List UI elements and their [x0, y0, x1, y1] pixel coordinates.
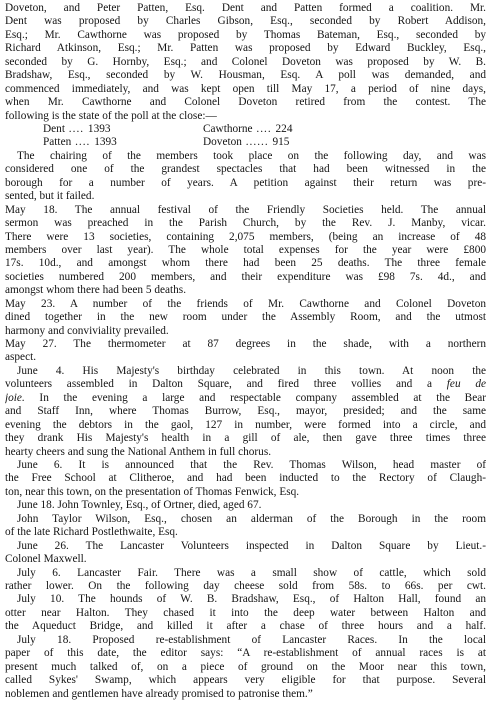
text-run: May 18. The annual festival of the Friendly Societies held. The annual: [5, 203, 486, 216]
text-run: Richard Atkinson, Esq.; Mr. Patten was proposed by Edward Buckley, Esq.,: [5, 42, 486, 55]
text-line: [5, 42, 486, 55]
text-line: [5, 244, 486, 257]
text-run: they drank His Majesty's health in a gill of ale, then gave three times three: [5, 432, 486, 445]
text-run: Dent was proposed by Charles Gibson, Esq., seconded by Robert Addison,: [5, 15, 486, 28]
candidate-left: [43, 123, 133, 136]
poll-row: [5, 123, 486, 136]
candidate-right: [133, 123, 315, 136]
text-line: [5, 620, 486, 633]
candidate-name: Dent: [43, 122, 65, 135]
text-line: [5, 298, 486, 311]
text-line: [5, 190, 486, 203]
text-run: In the evening a large and respectable company assembled at the Bear: [24, 391, 486, 404]
text-run: aspect.: [5, 351, 37, 364]
text-run: Doveton, and Peter Patten, Esq. Dent and Patten formed a coalition. Mr.: [5, 2, 486, 14]
text-run: There were 13 societies, containing 2,075 members, (being an increase of 48: [5, 230, 486, 243]
text-line: [5, 110, 486, 123]
candidate-name: Cawthorne: [203, 122, 253, 135]
text-run: considered one of the grandest spectacles that had been witnessed in the: [5, 163, 486, 176]
vote-count: 915: [272, 136, 290, 149]
text-line: [5, 526, 486, 539]
text-line: [5, 284, 486, 297]
text-run: Colonel Maxwell.: [5, 553, 87, 566]
text-line: [5, 365, 486, 378]
poll-row: [5, 136, 486, 149]
text-run: sermon was preached in the Parish Church, by the Rev. J. Manby, vicar.: [5, 217, 486, 230]
text-line: [5, 217, 486, 230]
text-line: [5, 325, 486, 338]
leader-dots: ....: [64, 122, 88, 135]
text-run: harmony and conviviality prevailed.: [5, 324, 169, 337]
italic-phrase: joie.: [5, 391, 25, 404]
text-line: [5, 231, 486, 244]
text-run: paper of this date, the editor says: “A re-establishment of annual races is at: [5, 647, 486, 660]
text-line: [5, 688, 486, 701]
text-run: borough for a number of years. A petition against their return was pre-: [5, 176, 486, 189]
text-run: July 18. Proposed re-establishment of Lancaster Races. In the local: [17, 633, 486, 646]
poll-results-table: [5, 123, 486, 150]
candidate-left: [43, 136, 133, 149]
text-run: hearty cheers and sung the National Anthem in full chorus.: [5, 445, 272, 458]
text-run: July 10. The hounds of W. B. Bradshaw, Esq., of Halton Hall, found an: [17, 593, 486, 606]
text-run: John Taylor Wilson, Esq., chosen an alderman of the Borough in the room: [17, 512, 486, 525]
text-line: [5, 29, 486, 42]
text-line: [5, 472, 486, 485]
text-line: [5, 486, 486, 499]
text-line: [5, 553, 486, 566]
text-run: members over last year). The whole total expenses for the year were £800: [5, 243, 486, 256]
leader-dots: ....: [71, 136, 95, 149]
text-run: Esq.; Mr. Cawthorne was proposed by Thomas Bateman, Esq., seconded by: [5, 28, 486, 41]
text-run: The chairing of the members took place on the following day, and was: [17, 149, 486, 162]
text-line: [5, 56, 486, 69]
text-run: seconded by G. Hornby, Esq.; and Colonel Doveton was proposed by W. B.: [5, 55, 486, 68]
text-run: present much talked of, on a piece of ground on the Moor near this town,: [5, 660, 486, 673]
text-line: [5, 513, 486, 526]
text-line: [5, 392, 486, 405]
text-run: May 27. The thermometer at 87 degrees in the shade, with a northern: [5, 338, 486, 351]
text-run: noblemen and gentlemen have already promised to patronise them.”: [5, 687, 313, 700]
text-line: [5, 69, 486, 82]
text-line: [5, 96, 486, 109]
text-run: called Sykes' Swamp, which appears very eligible for that purpose. Several: [5, 674, 486, 687]
text-line: [5, 177, 486, 190]
italic-phrase: feu de: [446, 378, 486, 391]
text-line: [5, 432, 486, 445]
text-run: when Mr. Cawthorne and Colonel Doveton retired from the contest. The: [5, 96, 486, 109]
candidate-right: [133, 136, 315, 149]
text-line: [5, 338, 486, 351]
text-line: [5, 607, 486, 620]
text-line: [5, 540, 486, 553]
text-run: 17s. 10d., and amongst whom there had been 25 deaths. The three female: [5, 257, 486, 270]
text-run: and Staff Inn, where Thomas Burrow, Esq., mayor, presided; and the same: [5, 405, 486, 418]
text-run: societies numbered 200 members, and their expenditure was £98 7s. 4d., and: [5, 270, 486, 283]
text-run: June 6. It is announced that the Rev. Thomas Wilson, head master of: [17, 459, 486, 471]
text-line: [5, 204, 486, 217]
text-line: [5, 499, 486, 512]
text-line: [5, 150, 486, 163]
text-run: commenced immediately, and was kept open till May 17, a period of nine days,: [5, 82, 486, 95]
text-run: June 4. His Majesty's birthday celebrated in this town. At noon the: [17, 364, 486, 377]
text-line: [5, 593, 486, 606]
text-run: ton, near this town, on the presentation of Thomas Fenwick, Esq.: [5, 485, 300, 498]
text-line: [5, 163, 486, 176]
text-line: [5, 2, 486, 15]
text-line: [5, 378, 486, 391]
text-run: volunteers assembled in Dalton Square, and fired three vollies and a: [5, 378, 433, 391]
text-line: [5, 446, 486, 459]
text-line: [5, 405, 486, 418]
text-run: amongst whom there had been 5 deaths.: [5, 284, 187, 297]
text-line: [5, 257, 486, 270]
text-line: [5, 311, 486, 324]
text-line: [5, 459, 486, 472]
text-run: rather lower. On the following day cheese sold from 58s. to 66s. per cwt.: [5, 580, 486, 592]
text-line: [5, 674, 486, 687]
text-line: [5, 419, 486, 432]
text-run: June 18. John Townley, Esq., of Ortner, died, aged 67.: [17, 499, 262, 512]
vote-count: 1393: [94, 136, 117, 149]
text-run: the Free School at Clitheroe, and had been inducted to the Rectory of Claugh-: [5, 472, 486, 485]
candidate-name: Doveton: [203, 136, 242, 149]
text-line: [5, 271, 486, 284]
text-line: [5, 661, 486, 674]
vote-count: 1393: [87, 122, 111, 135]
text-run: May 23. A number of the friends of Mr. Cawthorne and Colonel Doveton: [5, 297, 486, 310]
text-run: following is the state of the poll at the close:—: [5, 109, 217, 122]
text-line: [5, 15, 486, 28]
text-line: [5, 83, 486, 96]
text-line: [5, 647, 486, 660]
vote-count: 224: [275, 122, 293, 135]
text-run: evening the debtors in the gaol, 127 in number, were formed into a circle, and: [5, 418, 486, 431]
text-run: dined together in the new room under the Assembly Room, and the utmost: [5, 311, 486, 324]
text-line: [5, 580, 486, 593]
text-line: [5, 567, 486, 580]
text-run: Bradshaw, Esq., seconded by W. Housman, Esq. A poll was demanded, and: [5, 69, 486, 82]
text-run: otter near Halton. They chased it into the deep water between Halton and: [5, 606, 486, 619]
text-run: July 6. Lancaster Fair. There was a small show of cattle, which sold: [17, 566, 486, 579]
text-run: sented, but it failed.: [5, 190, 95, 203]
text-run: the Aqueduct Bridge, and killed it after a chase of three hours and a half.: [5, 620, 486, 633]
text-line: [5, 634, 486, 647]
text-run: June 26. The Lancaster Volunteers inspected in Dalton Square by Lieut.-: [17, 539, 486, 552]
leader-dots: ....: [252, 122, 276, 135]
chronicle-entries: [5, 150, 486, 701]
candidate-name: Patten: [43, 136, 72, 149]
election-paragraph: [5, 2, 486, 123]
leader-dots: ......: [241, 136, 273, 149]
text-line: [5, 351, 486, 364]
text-run: of the late Richard Postlethwaite, Esq.: [5, 526, 178, 539]
